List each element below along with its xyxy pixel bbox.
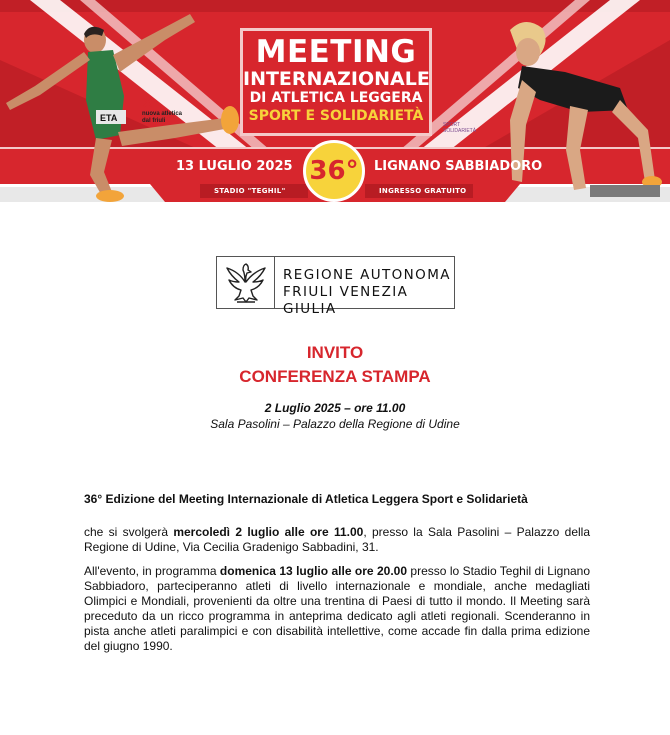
edition-title: 36° Edizione del Meeting Internazionale di Atletica Leggera Sport e Solidarietà: [84, 492, 528, 506]
event-banner: [0, 0, 670, 202]
banner-title-box: [240, 28, 432, 136]
sport-solidarity-logo: SPORT SOLIDARIETÀ: [443, 122, 477, 134]
heading-conferenza-stampa: CONFERENZA STAMPA: [239, 367, 431, 386]
region-logo-line1: REGIONE AUTONOMA: [283, 267, 451, 283]
paragraph-event: All'evento, in programma domenica 13 luglio alle ore 20.00 presso lo Stadio Teghil di Lignano Sabbiadoro, parteciperanno atleti di livello internazionale e mondiale, anche medagliati Olimpici e Mondiali, provenienti da oltre una trentina di Paesi di tutto il mondo. Il Meeting sarà preceduto da un ricco programma in anteprima dedicato agli atleti regionali. Scenderanno in pista anche atleti paralimpici e con disabilità intellettive, come accade fin dalla prima edizione del giugno 1990.: [84, 564, 591, 653]
heading-invito: INVITO: [306, 343, 364, 362]
banner-entry: INGRESSO GRATUITO: [379, 187, 467, 195]
event-date-time: 2 Luglio 2025 – ore 11.00: [264, 401, 406, 415]
edition-badge: 36°: [303, 140, 365, 202]
banner-stadium: STADIO "TEGHIL": [214, 187, 286, 195]
banner-title-sport: SPORT E SOLIDARIETÀ: [248, 108, 424, 124]
region-logo-line2: FRIULI VENEZIA GIULIA: [283, 284, 409, 317]
event-place: Sala Pasolini – Palazzo della Regione di Udine: [210, 417, 460, 431]
club-logo-mark: ✕: [142, 95, 154, 111]
region-logo: [216, 256, 455, 317]
region-logo-divider: [274, 257, 275, 308]
banner-title-atletica: DI ATLETICA LEGGERA: [249, 90, 423, 106]
banner-title-meeting: MEETING: [255, 34, 417, 70]
banner-date: 13 LUGLIO 2025: [176, 159, 293, 174]
region-logo-text: [283, 267, 454, 318]
paragraph-conference: che si svolgerà mercoledì 2 luglio alle ore 11.00, presso la Sala Pasolini – Palazzo della Regione di Udine, Via Cecilia Gradenigo Sabbadini, 31.: [84, 525, 590, 554]
svg-text:ETA: ETA: [100, 113, 118, 123]
eagle-icon: [223, 260, 269, 306]
banner-title-internazionale: INTERNAZIONALE: [243, 68, 430, 90]
banner-location: LIGNANO SABBIADORO: [374, 159, 543, 174]
club-logo: ✕ nuova atletica dal friuli: [142, 95, 183, 124]
